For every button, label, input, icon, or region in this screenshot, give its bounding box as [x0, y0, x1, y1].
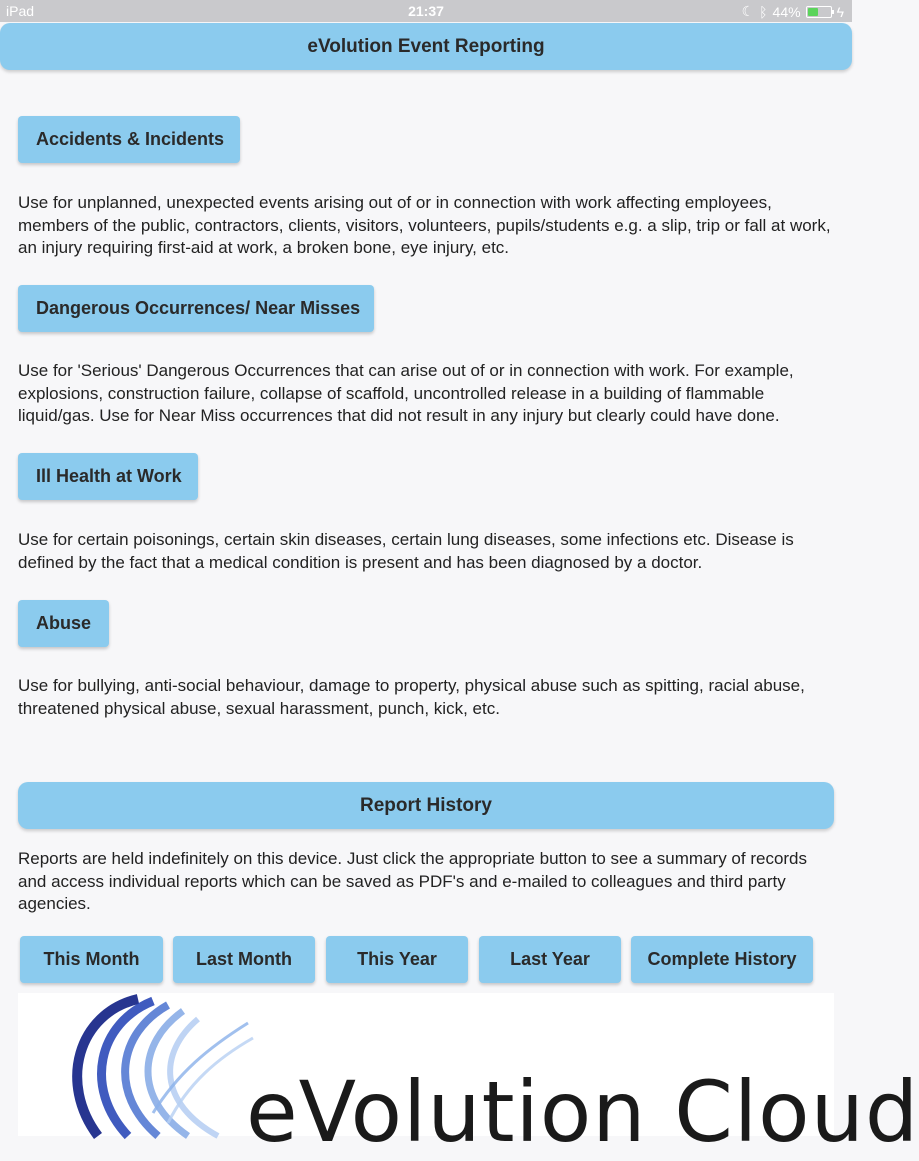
logo-text: eVolution Cloud — [246, 1063, 919, 1161]
moon-icon: ☾ — [741, 3, 755, 19]
app-title: eVolution Event Reporting — [307, 35, 545, 57]
last-year-button[interactable]: Last Year — [479, 936, 621, 983]
evolution-swirl-logo-icon — [58, 993, 278, 1136]
status-bar — [0, 0, 852, 22]
charging-bolt-icon: ϟ — [836, 3, 844, 20]
status-time: 21:37 — [408, 3, 444, 19]
app-title-bar — [0, 23, 852, 70]
complete-history-button[interactable]: Complete History — [631, 936, 813, 983]
device-name: iPad — [6, 3, 35, 19]
report-history-title: Report History — [360, 794, 492, 816]
battery-fill — [808, 8, 818, 16]
dangerous-occurrences-description: Use for 'Serious' Dangerous Occurrences that can arise out of or in connection with work. For example, explosions, construction failure, collapse of scaffold, uncontrolled release in a building of flammable liquid/gas. Use for Near Miss occurrences that did not result in any injury but clearly could have done. — [18, 361, 794, 425]
abuse-description: Use for bullying, anti-social behaviour, damage to property, physical abuse such as spitting, racial abuse, threatened physical abuse, sexual harassment, punch, kick, etc. — [18, 676, 805, 718]
bluetooth-icon: ᛒ — [759, 3, 768, 20]
this-year-button[interactable]: This Year — [326, 936, 468, 983]
ill-health-description: Use for certain poisonings, certain skin diseases, certain lung diseases, some infections etc. Disease is defined by the fact that a medical condition is present and has been diagnosed by a doctor. — [18, 530, 794, 572]
accidents-incidents-description: Use for unplanned, unexpected events arising out of or in connection with work affecting employees, members of the public, contractors, clients, visitors, volunteers, pupils/students e.g. a slip, trip or fall at work, an injury requiring first-aid at work, a broken bone, eye injury, etc. — [18, 193, 831, 257]
evolution-cloud-logo — [18, 993, 919, 1161]
accidents-incidents-button[interactable]: Accidents & Incidents — [18, 116, 240, 163]
report-history-header — [18, 782, 834, 829]
last-month-button[interactable]: Last Month — [173, 936, 315, 983]
report-history-description: Reports are held indefinitely on this device. Just click the appropriate button to see a summary of records and access individual reports which can be saved as PDF's and e-mailed to colleagues and third party agencies. — [18, 849, 808, 913]
abuse-button[interactable]: Abuse — [18, 600, 109, 647]
dangerous-occurrences-button[interactable]: Dangerous Occurrences/ Near Misses — [18, 285, 374, 332]
this-month-button[interactable]: This Month — [20, 936, 163, 983]
battery-icon — [806, 6, 832, 18]
ill-health-button[interactable]: Ill Health at Work — [18, 453, 198, 500]
status-indicators — [742, 3, 844, 20]
battery-percent: 44% — [772, 3, 801, 20]
